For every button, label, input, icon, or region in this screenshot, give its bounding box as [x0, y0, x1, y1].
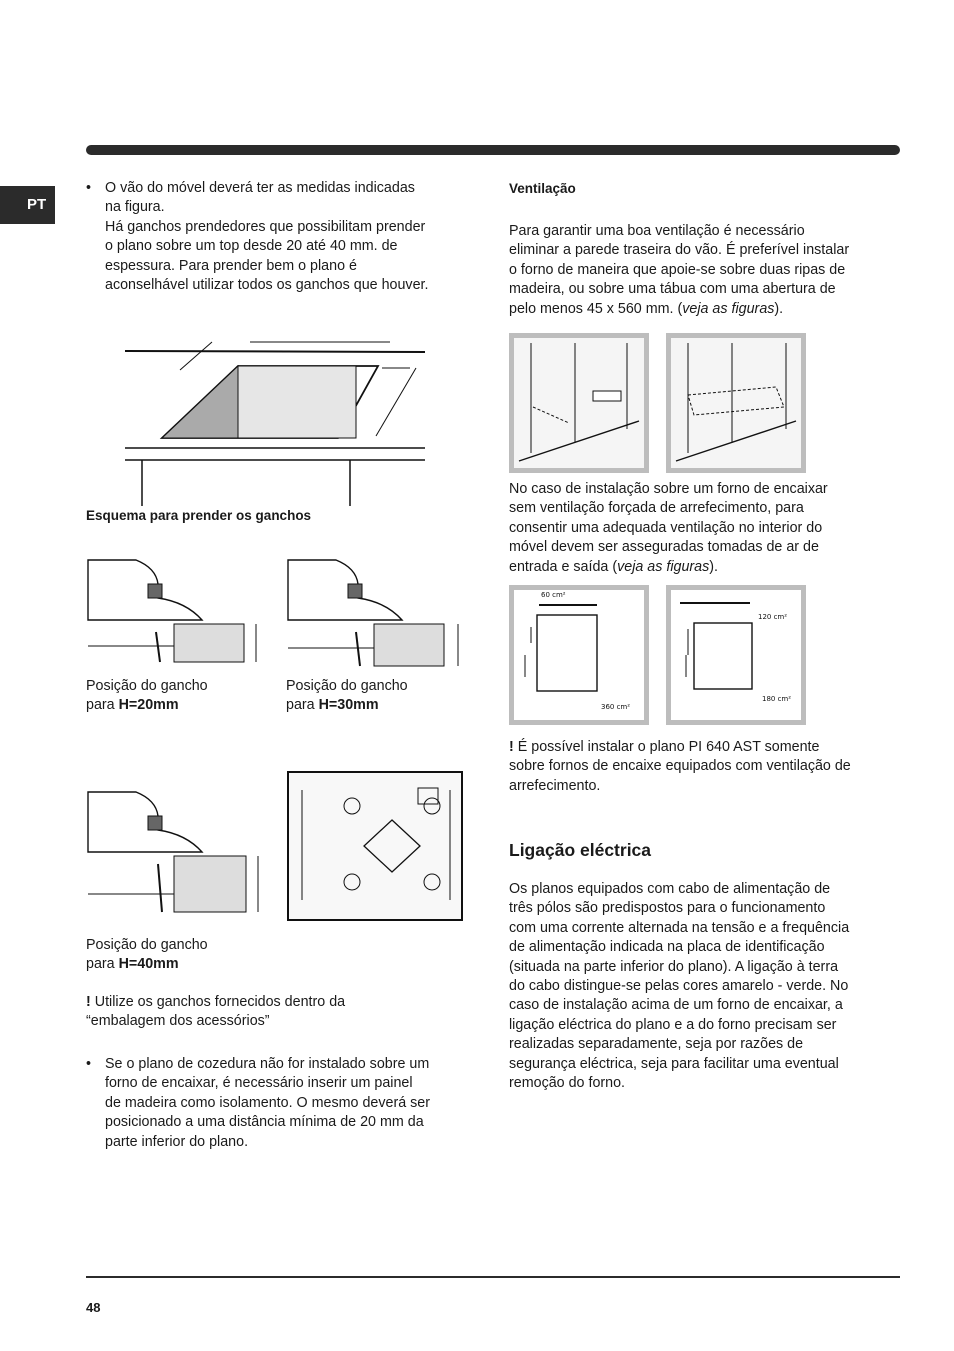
hook-label-text: Posição do gancho — [86, 678, 208, 694]
language-tab: PT — [0, 186, 55, 224]
hook-height: H=20mm — [118, 697, 179, 714]
electric-connection-heading: Ligação eléctrica — [509, 840, 652, 860]
bottom-rule — [86, 1276, 900, 1278]
warning-text: “embalagem dos acessórios” — [86, 1013, 270, 1030]
ventilation-figure-slats — [509, 333, 649, 473]
text-line: consentir uma adequada ventilação no interior do — [509, 519, 823, 536]
text-line: madeira, ou sobre uma tábua com uma abertura de — [509, 281, 836, 298]
note-text: sobre fornos de encaixe equipados com ventilação de — [509, 758, 851, 775]
text-line: parte inferior do plano. — [105, 1133, 249, 1150]
text-line: pelo menos 45 x 560 mm. ( — [509, 300, 683, 317]
hooks-warning — [86, 993, 466, 1032]
warning-text: Utilize os ganchos fornecidos dentro da — [94, 994, 346, 1010]
text-line: caso de instalação acima de um forno de encaixar, a — [509, 997, 843, 1014]
hook-diagram-h30 — [286, 558, 466, 668]
hook-label-text: Posição do gancho — [86, 937, 208, 953]
hook-label-para: para — [286, 697, 315, 714]
bullet-dot: • — [86, 1056, 92, 1072]
hook-height: H=30mm — [318, 697, 379, 714]
bullet-dot: • — [86, 180, 92, 196]
hook-label-text: Posição do gancho — [286, 678, 408, 694]
airflow-figure-a — [509, 585, 649, 725]
hook-diagram-h20 — [86, 558, 266, 668]
airflow-label: 60 cm² — [541, 591, 566, 599]
text-line: o plano sobre um top desde 20 até 40 mm. de — [105, 238, 398, 255]
airflow-figure-b — [666, 585, 806, 725]
warning-mark: ! — [509, 739, 514, 755]
text-line: remoção do forno. — [509, 1075, 626, 1092]
text-line: aconselhável utilizar todos os ganchos que houver. — [105, 277, 429, 294]
text-line: o forno de maneira que apoie-se sobre duas ripas de — [509, 261, 846, 278]
oven-ventilation-text — [509, 480, 899, 577]
text-line: Os planos equipados com cabo de alimentação de — [509, 881, 831, 897]
ventilation-text — [509, 222, 899, 319]
note-text: arrefecimento. — [509, 777, 601, 794]
text-line: O vão do móvel deverá ter as medidas indicadas — [105, 180, 415, 196]
text-line: do cabo distingue-se pelas cores amarelo - verde. No — [509, 978, 849, 995]
text-line: posicionado a uma distância mínima de 20 mm da — [105, 1114, 424, 1131]
warning-mark: ! — [86, 994, 91, 1010]
text-line: sem ventilação forçada de arrefecimento, para — [509, 500, 804, 517]
text-line: entrada e saída ( — [509, 558, 618, 575]
text-line: três pólos são predispostos para o funcionamento — [509, 900, 826, 917]
figure-reference: veja as figuras — [682, 300, 775, 317]
text-line: de alimentação indicada na placa de identificação — [509, 939, 825, 956]
text-line: Para garantir uma boa ventilação é necessário — [509, 223, 805, 239]
page-number: 48 — [86, 1300, 101, 1315]
ventilated-oven-note — [509, 738, 899, 796]
ventilation-title: Ventilação — [509, 181, 576, 196]
text-line: (situada na parte inferior do plano). A ligação à terra — [509, 958, 839, 975]
text-line: com uma corrente alternada na tensão e a frequência — [509, 919, 850, 936]
text-line: forno de encaixar, é necessário inserir um painel — [105, 1075, 413, 1092]
hook-label-h20 — [86, 677, 208, 716]
cutout-text — [105, 179, 465, 295]
hook-diagram-h40 — [86, 790, 266, 920]
text-line: ). — [774, 300, 784, 317]
text-line: espessura. Para prender bem o plano é — [105, 257, 357, 274]
text-line: de madeira como isolamento. O mesmo deverá ser — [105, 1094, 430, 1111]
hook-label-h40 — [86, 936, 208, 975]
insulation-text — [105, 1055, 465, 1152]
hook-label-para: para — [86, 697, 115, 714]
hook-label-para: para — [86, 956, 115, 973]
hook-label-h30 — [286, 677, 408, 716]
text-line: móvel devem ser asseguradas tomadas de ar de — [509, 539, 819, 556]
ventilation-figure-board — [666, 333, 806, 473]
text-line: Há ganchos prendedores que possibilitam prender — [105, 218, 426, 235]
hook-height: H=40mm — [118, 956, 179, 973]
text-line: realizadas separadamente, seja por razões de — [509, 1036, 804, 1053]
text-line: segurança eléctrica, seja para facilitar uma eventual — [509, 1055, 839, 1072]
text-line: eliminar a parede traseira do vão. É preferível instalar — [509, 242, 850, 259]
text-line: ligação eléctrica do plano e a do forno precisam ser — [509, 1016, 837, 1033]
top-rule — [86, 145, 900, 155]
figure-reference: veja as figuras — [617, 558, 710, 575]
text-line: ). — [709, 558, 719, 575]
airflow-label: 120 cm² — [758, 613, 788, 621]
text-line: No caso de instalação sobre um forno de encaixar — [509, 481, 828, 497]
text-line: Se o plano de cozedura não for instalado sobre um — [105, 1056, 430, 1072]
diagram-caption: Esquema para prender os ganchos — [86, 508, 312, 523]
note-text: É possível instalar o plano PI 640 AST somente — [517, 739, 820, 755]
airflow-label: 360 cm² — [601, 703, 631, 711]
hob-underside-diagram — [286, 770, 464, 922]
electric-connection-text — [509, 880, 899, 1093]
cutout-diagram — [120, 328, 430, 508]
airflow-label: 180 cm² — [762, 695, 792, 703]
text-line: na figura. — [105, 199, 165, 216]
